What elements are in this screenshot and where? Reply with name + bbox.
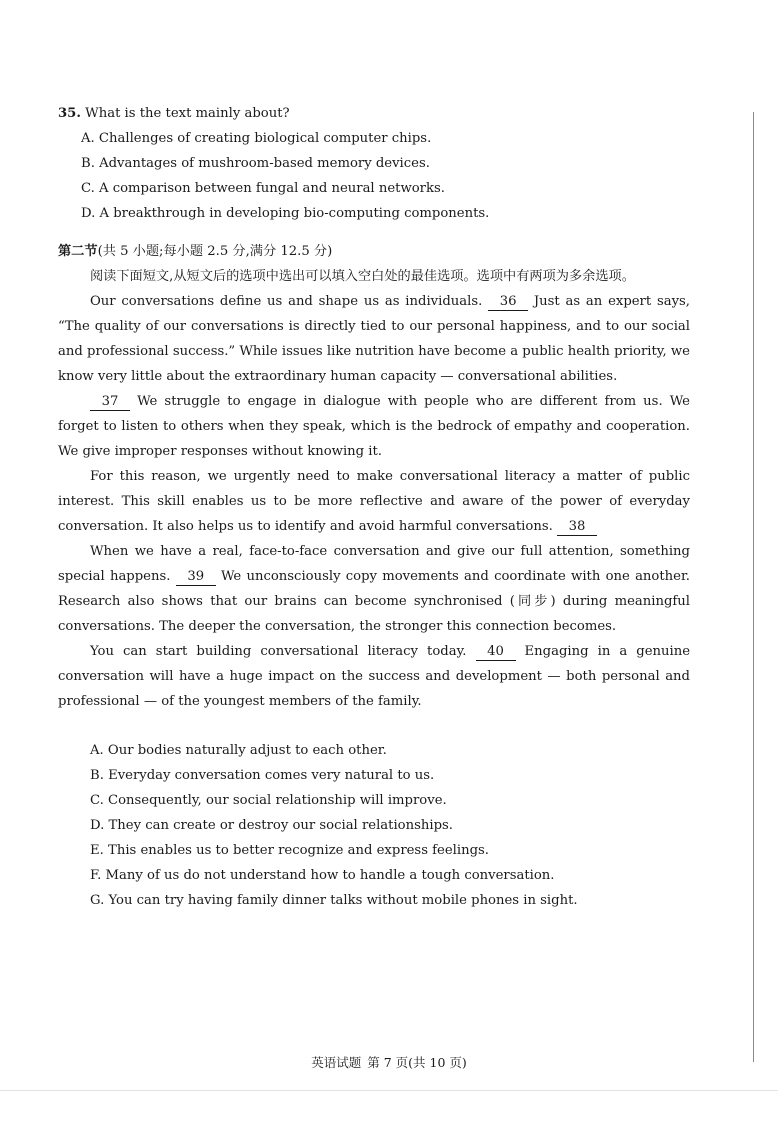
page-content: [58, 101, 690, 913]
choice-f: [58, 863, 690, 888]
paragraph-text: Engaging in a genuine conversation will have a huge impact on the success and development — both personal and professional — of the youngest members of the family.: [58, 644, 691, 709]
choice-label: D.: [90, 818, 105, 833]
choice-text: Consequently, our social relationship will improve.: [108, 793, 447, 808]
choice-label: B.: [90, 768, 104, 783]
choice-text: Everyday conversation comes very natural to us.: [108, 768, 435, 783]
choice-text: This enables us to better recognize and express feelings.: [108, 843, 489, 858]
option-a: [58, 126, 690, 151]
option-d: [58, 201, 690, 226]
footer-page-number: 第 7 页(共 10 页): [367, 1055, 467, 1070]
choice-text: Many of us do not understand how to handle a tough conversation.: [105, 868, 555, 883]
option-text: A comparison between fungal and neural networks.: [99, 181, 445, 196]
passage-paragraph-3: [58, 464, 690, 539]
option-c: [58, 176, 690, 201]
paragraph-text: Our conversations define us and shape us as individuals.: [90, 294, 489, 309]
option-text: Challenges of creating biological computer chips.: [98, 131, 432, 146]
option-label: B.: [81, 156, 95, 171]
paragraph-text: We unconsciously copy movements and coordinate with one another. Research also shows that our brains can become synchronised (同步) during meaningful conversations. The deeper the conversation, the stronger this connection becomes.: [58, 569, 691, 634]
question-35: [58, 101, 690, 226]
question-text: What is the text mainly about?: [85, 106, 290, 121]
bottom-divider: [0, 1090, 778, 1091]
option-label: C.: [81, 181, 95, 196]
choice-d: [58, 813, 690, 838]
choice-e: [58, 838, 690, 863]
section-instructions: 阅读下面短文,从短文后的选项中选出可以填入空白处的最佳选项。选项中有两项为多余选项。: [90, 269, 635, 284]
choice-text: They can create or destroy our social relationships.: [108, 818, 453, 833]
choice-text: You can try having family dinner talks without mobile phones in sight.: [108, 893, 578, 908]
paragraph-text: You can start building conversational literacy today.: [90, 644, 476, 659]
section-heading: [58, 239, 690, 264]
choice-g: [58, 888, 690, 913]
paragraph-text: For this reason, we urgently need to make conversational literacy a matter of public interest. This skill enables us to be more reflective and aware of the power of everyday conversation. It also helps us to identify and avoid harmful conversations.: [58, 469, 690, 534]
passage-paragraph-4: [58, 539, 690, 639]
passage-paragraph-5: [58, 639, 690, 714]
question-number: 35.: [58, 106, 81, 121]
binding-margin-line: [753, 112, 754, 1062]
option-label: D.: [81, 206, 96, 221]
page-footer: [0, 1053, 778, 1073]
choice-c: [58, 788, 690, 813]
option-label: A.: [81, 131, 95, 146]
section-title: 第二节: [58, 244, 98, 259]
blank-36: 36: [488, 293, 528, 311]
blank-40: 40: [476, 643, 516, 661]
passage-paragraph-2: [58, 389, 690, 464]
blank-38: 38: [557, 518, 597, 536]
choice-b: [58, 763, 690, 788]
option-text: Advantages of mushroom-based memory devices.: [99, 156, 430, 171]
question-stem: [58, 101, 690, 126]
choice-label: A.: [90, 743, 104, 758]
choice-a: [58, 738, 690, 763]
option-b: [58, 151, 690, 176]
choice-label: C.: [90, 793, 104, 808]
choice-text: Our bodies naturally adjust to each other.: [107, 743, 387, 758]
choice-label: G.: [90, 893, 105, 908]
paragraph-text: When we have a real, face-to-face conversation and give our full attention, something special happens.: [58, 544, 690, 584]
footer-subject: 英语试题: [311, 1055, 362, 1070]
choice-label: E.: [90, 843, 104, 858]
paragraph-text: We struggle to engage in dialogue with people who are different from us. We forget to listen to others when they speak, which is the bedrock of empathy and cooperation. We give improper responses without knowing it.: [58, 394, 690, 459]
blank-39: 39: [176, 568, 216, 586]
answer-choices: [58, 738, 690, 913]
passage-paragraph-1: [58, 289, 690, 389]
blank-37: 37: [90, 393, 130, 411]
section-scoring: (共 5 小题;每小题 2.5 分,满分 12.5 分): [97, 244, 333, 259]
choice-label: F.: [90, 868, 102, 883]
paragraph-text: Just as an expert says, “The quality of our conversations is directly tied to our personal happiness, and to our social and professional success.” While issues like nutrition have become a public health priority, we know very little about the extraordinary human capacity — conversational abilities.: [58, 294, 690, 384]
option-text: A breakthrough in developing bio-computing components.: [99, 206, 490, 221]
